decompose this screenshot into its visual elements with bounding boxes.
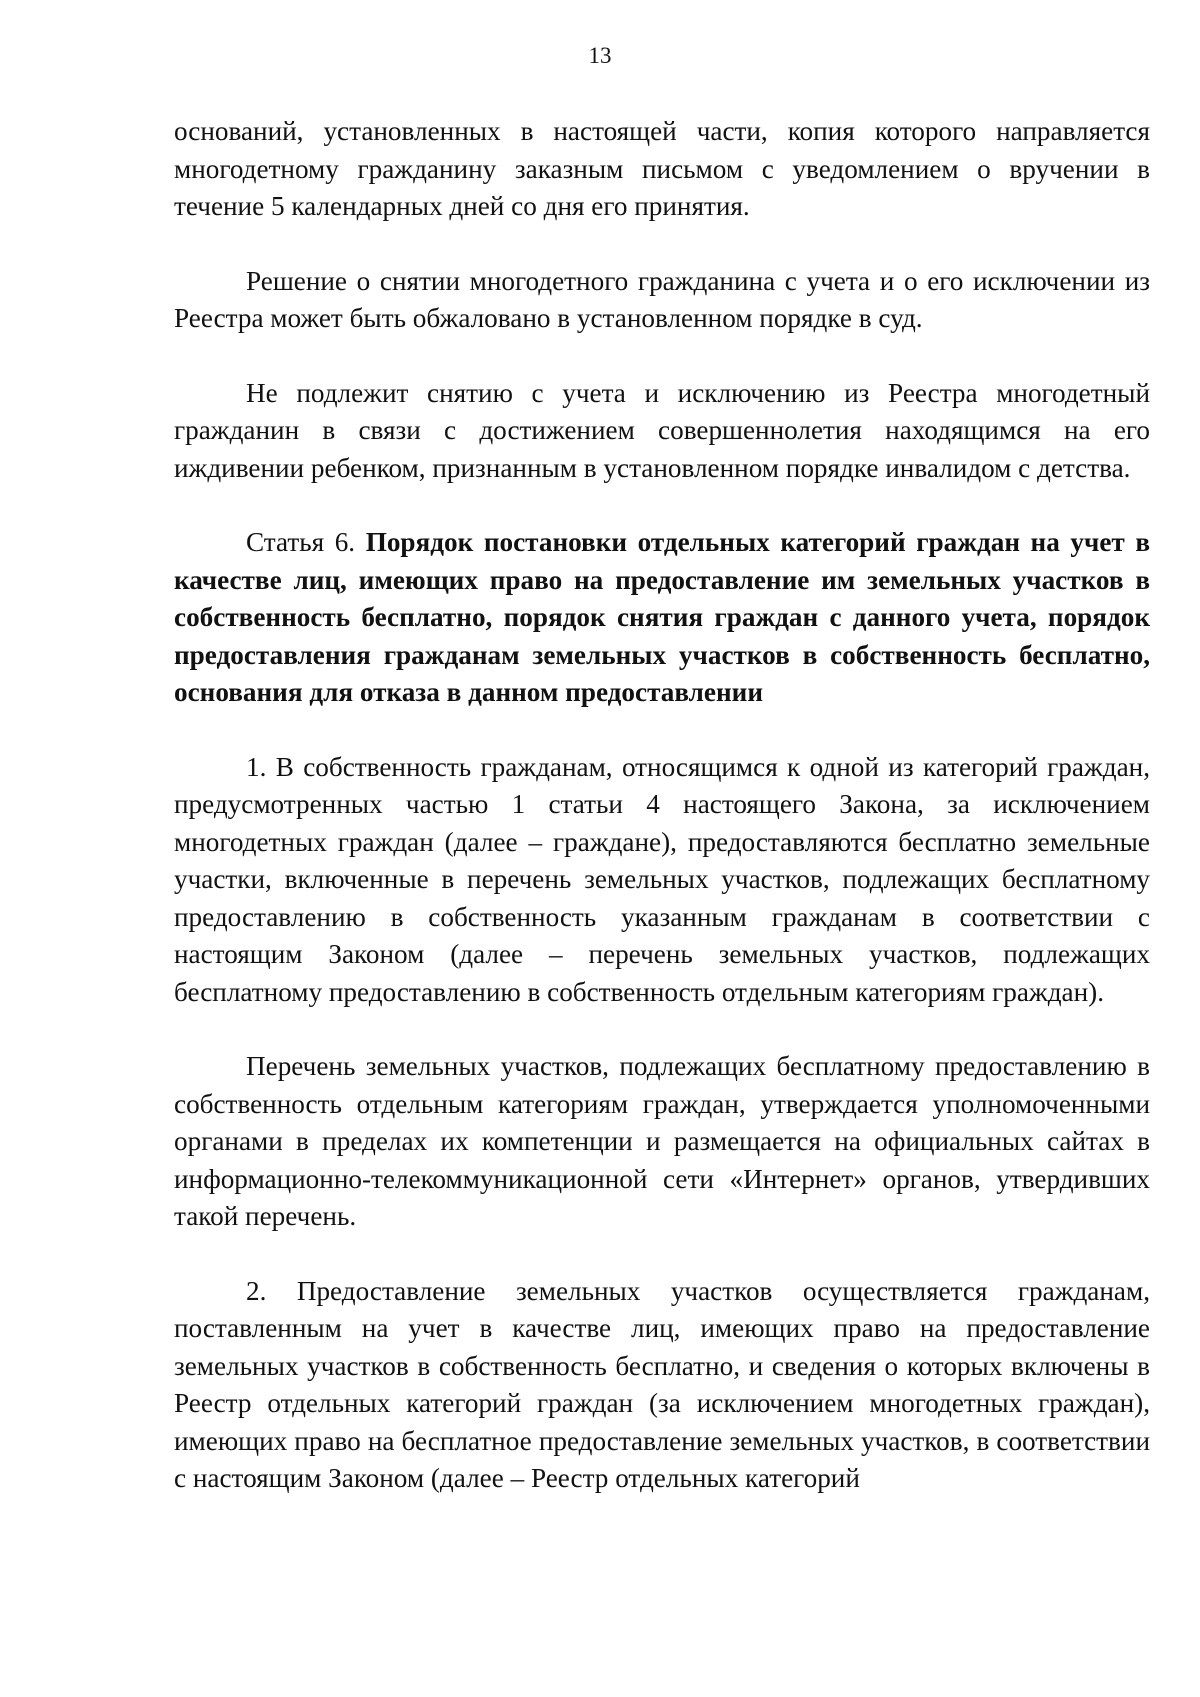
paragraph: 2. Предоставление земельных участков осуществляется гражданам, поставленным на учет в качестве лиц, имеющих право на предоставление земельных участков в собственность бесплатно, и сведения о которых включены в Реестр отдельных категорий граждан (за исключением многодетных граждан), имеющих право на бесплатное предоставление земельных участков, в соответствии с настоящим Законом (далее – Реестр отдельных категорий bbox=[174, 1275, 1150, 1493]
paragraph: Не подлежит снятию с учета и исключению из Реестра многодетный гражданин в связи с достижением совершеннолетия находящимся на его иждивении ребенком, признанным в установленном порядке инвалидом с детства. bbox=[174, 377, 1150, 483]
page-number: 13 bbox=[588, 43, 612, 68]
paragraph: 1. В собственность гражданам, относящимся к одной из категорий граждан, предусмотренных частью 1 статьи 4 настоящего Закона, за исключением многодетных граждан (далее – граждане), предоставляются бесплатно земельные участки, включенные в перечень земельных участков, подлежащих бесплатному предоставлению в собственность указанным гражданам в соответствии с настоящим Законом (далее – перечень земельных участков, подлежащих бесплатному предоставлению в собственность отдельным категориям граждан). bbox=[174, 751, 1150, 1007]
paragraph: Перечень земельных участков, подлежащих бесплатному предоставлению в собственность отдельным категориям граждан, утверждается уполномоченными органами в пределах их компетенции и размещается на официальных сайтах в информационно-телекоммуникационной сети «Интернет» органов, утвердивших такой перечень. bbox=[174, 1051, 1150, 1231]
paragraph: Решение о снятии многодетного гражданина с учета и о его исключении из Реестра может быть обжаловано в установленном порядке в суд. bbox=[174, 265, 1150, 333]
article-heading bbox=[174, 524, 1150, 712]
document-body bbox=[174, 113, 1150, 1498]
paragraph: оснований, установленных в настоящей части, копия которого направляется многодетному гражданину заказным письмом с уведомлением о вручении в течение 5 календарных дней со дня его принятия. bbox=[174, 116, 1150, 221]
article-title: Порядок постановки отдельных категорий граждан на учет в качестве лиц, имеющих право на предоставление им земельных участков в собственность бесплатно, порядок снятия граждан с данного учета, порядок предоставления гражданам земельных участков в собственность бесплатно, основания для отказа в данном предоставлении bbox=[174, 527, 1150, 707]
article-label: Статья 6. bbox=[246, 527, 356, 557]
